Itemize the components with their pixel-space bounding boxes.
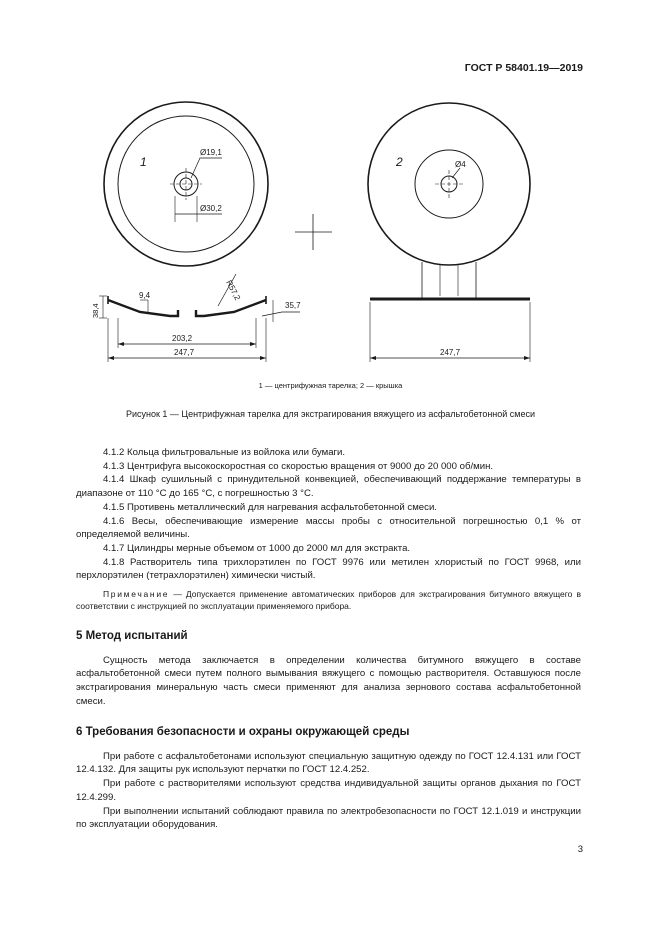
dim-hub: Ø30,2 [200,204,222,213]
document-code: ГОСТ Р 58401.19—2019 [464,62,583,74]
item-4-1-7: 4.1.7 Цилиндры мерные объемом от 1000 до 2000 мл для экстракта. [103,542,411,554]
dim-inner: 203,2 [172,334,193,343]
item-4-1-5: 4.1.5 Противень металлический для нагревания асфальтобетонной смеси. [103,501,437,513]
item-4-1-4: 4.1.4 Шкаф сушильный с принудительной конвекцией, обеспечивающий поддержание температуры в диапазоне от 110 °С до 165 °С, с погрешностью 3 °С. [76,474,581,500]
note-label: Примечание [103,589,170,600]
note-text: — Допускается применение автоматических приборов для экстрагирования битумного вяжущего в соответствии с инструкцией по эксплуатации применяемого прибора. [76,589,581,612]
part-2-label: 2 [396,155,403,169]
section-6-p2: При работе с растворителями используют средства индивидуальной защиты органов дыхания по ГОСТ 12.4.299. [76,778,581,803]
item-4-1-6: 4.1.6 Весы, обеспечивающие измерение массы пробы с относительной погрешностью 0,1 % от определяемой величины. [76,515,581,541]
figure-legend: 1 — центрифужная тарелка; 2 — крышка [258,381,403,390]
dim-height: 38,4 [91,303,100,318]
figure-drawing [0,0,661,400]
section-6-p1: При работе с асфальтобетонами используют специальную защитную одежду по ГОСТ 12.4.131 или ГОСТ 12.4.132. Для защиты рук используют перчатки по ГОСТ 12.4.252. [76,750,581,776]
section-5-text: Сущность метода заключается в определении количества битумного вяжущего в составе асфальтобетонной смеси путем полного вымывания вяжущего с помощью растворителя. Оставшуюся после экстрагирования минеральную часть смеси применяют для анализа зернового состава асфальтобетонной смеси. [76,654,581,707]
item-4-1-3: 4.1.3 Центрифуга высокоскоростная со скоростью вращения от 9000 до 20 000 об/мин. [103,460,494,472]
section-6-p3: При выполнении испытаний соблюдают правила по электробезопасности по ГОСТ 12.1.019 и инструкции по эксплуатации оборудования. [76,805,581,831]
dim-rim: 35,7 [285,301,301,310]
page-number: 3 [577,844,583,855]
dim-depth: 9,4 [139,291,151,300]
dim-radius: R57,2 [224,278,243,302]
dim-hole: Ø19,1 [200,148,222,157]
dim-outer-1: 247,7 [174,348,195,357]
dim-outer-2: 247,7 [440,348,461,357]
dim-cap: Ø4 [455,160,466,169]
equipment-list [76,446,581,612]
section-6 [76,726,581,832]
figure-caption: Рисунок 1 — Центрифужная тарелка для экстрагирования вяжущего из асфальтобетонной смеси [125,409,536,419]
plate-section [108,300,266,316]
item-4-1-8: 4.1.8 Растворитель типа трихлорэтилен по ГОСТ 9976 или метилен хлористый по ГОСТ 9968, или перхлорэтилен (тетрахлорэтилен) химически чистый. [76,556,581,582]
part-1-label: 1 [140,155,147,169]
note [76,588,581,612]
section-5-title: 5 Метод испытаний [76,630,188,642]
section-5 [76,630,581,709]
section-6-title: 6 Требования безопасности и охраны окружающей среды [76,726,410,738]
item-4-1-2: 4.1.2 Кольца фильтровальные из войлока или бумаги. [103,447,346,458]
